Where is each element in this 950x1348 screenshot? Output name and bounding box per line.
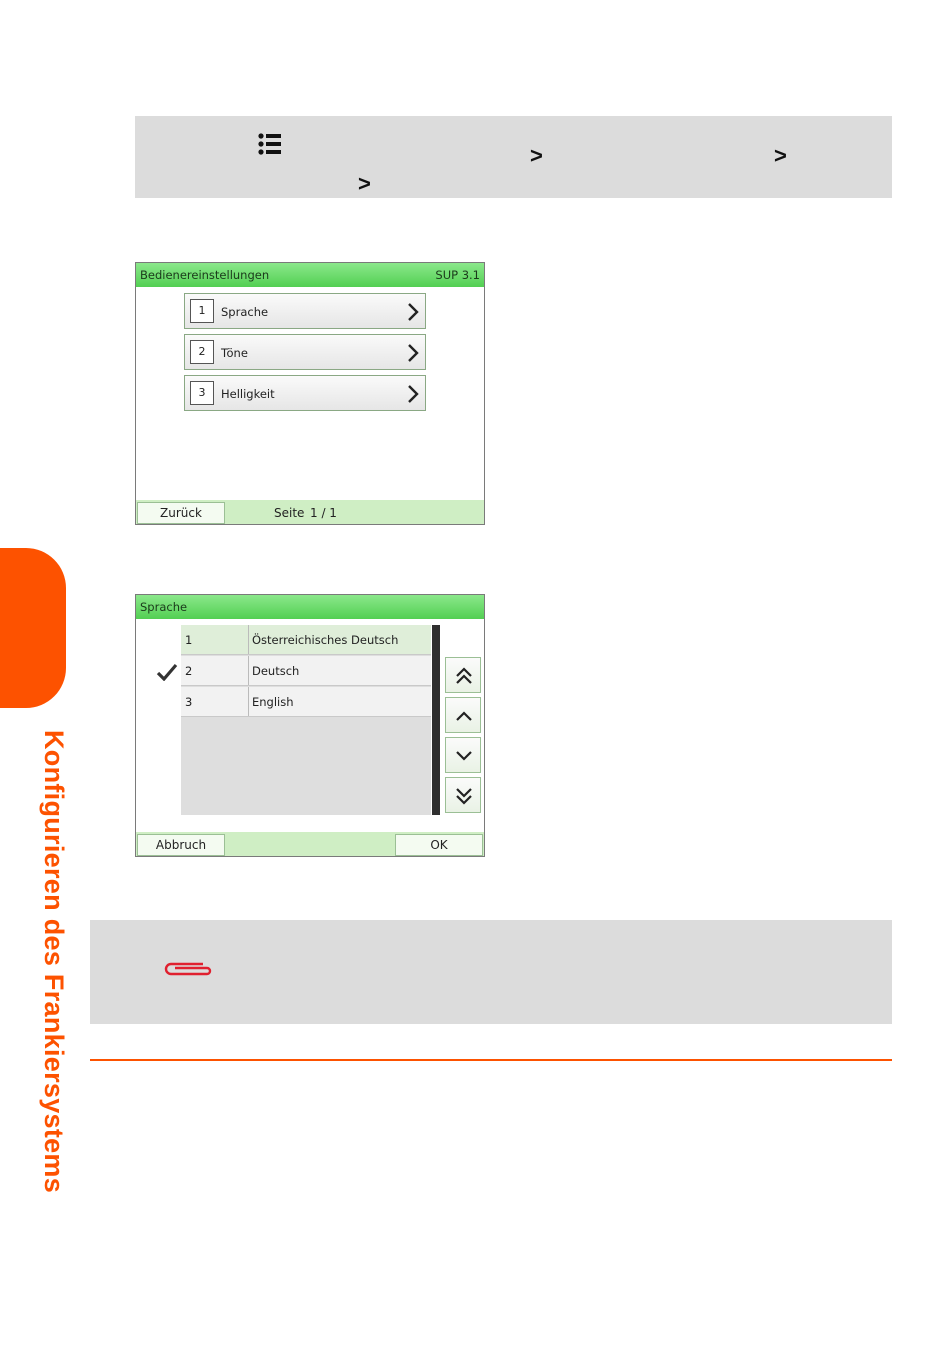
cancel-button[interactable]: Abbruch — [137, 834, 225, 856]
menu-item-tones[interactable] — [184, 334, 426, 370]
screen-code: SUP 3.1 — [435, 268, 480, 282]
path-separator: > — [358, 171, 371, 196]
screen-header — [136, 595, 484, 619]
scroll-down-button[interactable] — [445, 737, 481, 773]
language-name: Österreichisches Deutsch — [252, 633, 399, 647]
double-chevron-down-icon — [454, 786, 474, 806]
screen-footer — [136, 832, 484, 856]
language-name: English — [252, 695, 294, 709]
operator-settings-screen — [135, 262, 485, 525]
list-item[interactable] — [181, 687, 431, 717]
scroll-top-button[interactable] — [445, 657, 481, 693]
list-item[interactable] — [181, 656, 431, 686]
section-divider — [90, 1059, 892, 1061]
path-separator: > — [774, 143, 787, 168]
section-title: Konfigurieren des Frankiersystems — [39, 730, 69, 1194]
screen-header — [136, 263, 484, 287]
item-number: 1 — [190, 299, 214, 323]
screen-title: Bedienereinstellungen — [140, 268, 270, 282]
item-label: Helligkeit — [221, 387, 275, 401]
menu-item-brightness[interactable] — [184, 375, 426, 411]
language-number: 1 — [185, 633, 193, 647]
item-number: 3 — [190, 381, 214, 405]
page-indicator: 1 / 1 — [310, 506, 337, 520]
screen-title: Sprache — [140, 600, 188, 614]
language-number: 3 — [185, 695, 193, 709]
menu-item-language[interactable] — [184, 293, 426, 329]
column-divider — [248, 656, 249, 685]
path-separator: > — [530, 143, 543, 168]
list-item[interactable] — [181, 625, 431, 655]
chevron-down-icon — [454, 746, 474, 766]
back-button[interactable]: Zurück — [137, 502, 225, 524]
page-label: Seite — [274, 506, 305, 520]
menu-list-icon — [258, 133, 282, 155]
item-number: 2 — [190, 340, 214, 364]
scrollbar[interactable] — [432, 625, 440, 815]
column-divider — [248, 625, 249, 654]
language-name: Deutsch — [252, 664, 300, 678]
ok-button[interactable]: OK — [395, 834, 483, 856]
chevron-right-icon — [407, 302, 419, 322]
column-divider — [248, 687, 249, 716]
language-number: 2 — [185, 664, 193, 678]
item-label: Sprache — [221, 305, 269, 319]
chevron-up-icon — [454, 706, 474, 726]
screen-footer — [136, 500, 484, 524]
language-screen — [135, 594, 485, 857]
language-list — [181, 625, 431, 815]
section-tab — [0, 548, 66, 708]
chevron-right-icon — [407, 384, 419, 404]
chevron-right-icon — [407, 343, 419, 363]
checkmark-icon — [156, 663, 178, 681]
double-chevron-up-icon — [454, 666, 474, 686]
scroll-up-button[interactable] — [445, 697, 481, 733]
item-label: Töne — [221, 346, 248, 360]
scroll-bottom-button[interactable] — [445, 777, 481, 813]
paperclip-icon — [163, 958, 213, 980]
